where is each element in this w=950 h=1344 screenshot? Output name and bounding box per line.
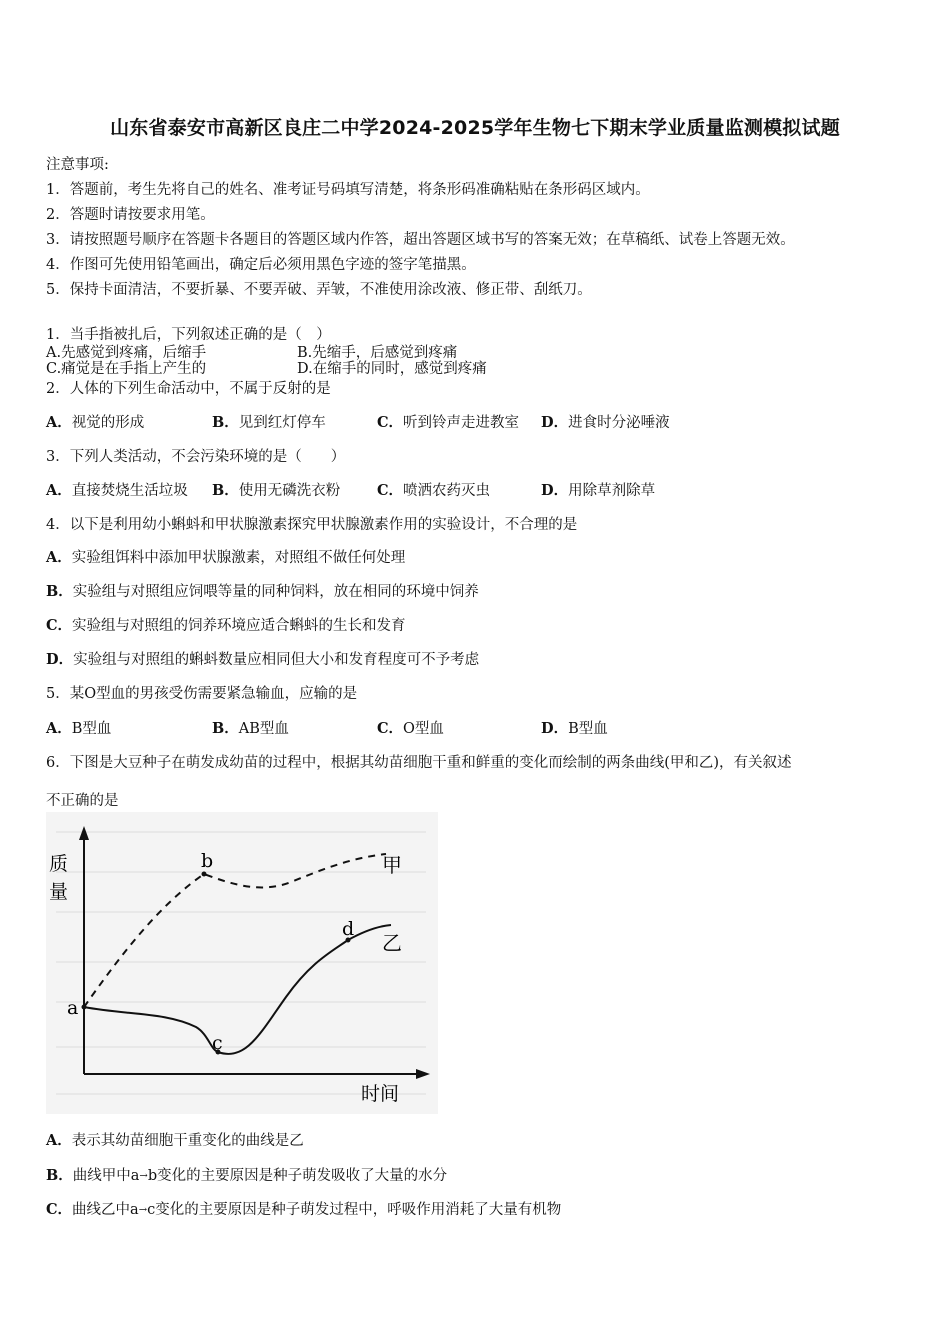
- question-6-option-a: [46, 1129, 304, 1150]
- notice-heading: 注意事项:: [46, 157, 109, 173]
- question-6-option-b: [46, 1164, 447, 1185]
- option-text: b变化的主要原因是种子萌发吸收了大量的水分: [147, 1168, 448, 1184]
- point-c-label: c: [212, 1032, 223, 1054]
- question-6-stem-continued: 不正确的是: [46, 793, 119, 809]
- option-text: B型血: [71, 721, 112, 737]
- option-text: 表示其幼苗细胞干重变化的曲线是乙: [71, 1133, 304, 1149]
- point-a-label: a: [67, 997, 79, 1019]
- option-letter: B．: [46, 583, 73, 600]
- point-d-label: d: [342, 918, 355, 940]
- notice-item: 3．请按照题号顺序在答题卡各题目的答题区域内作答，超出答题区域书写的答案无效；在草稿纸、试卷上答题无效。: [46, 232, 795, 248]
- question-2-option-a: [46, 411, 144, 432]
- question-5-option-b: [212, 717, 289, 738]
- question-3-option-a: [46, 479, 188, 500]
- curve-jia-label: 甲: [382, 853, 402, 877]
- option-text: 实验组饵料中添加甲状腺激素，对照组不做任何处理: [71, 550, 406, 566]
- question-1-option-c: C.痛觉是在手指上产生的: [46, 361, 207, 377]
- exam-title: 山东省泰安市高新区良庄二中学2024-2025学年生物七下期末学业质量监测模拟试题: [110, 117, 840, 139]
- option-letter: B．: [212, 720, 239, 737]
- question-1-stem: 1．当手指被扎后，下列叙述正确的是（ ）: [46, 327, 331, 343]
- option-text: 曲线乙中a: [72, 1202, 139, 1218]
- option-text: 实验组与对照组的蝌蚪数量应相同但大小和发育程度可不予考虑: [73, 652, 480, 668]
- option-text: 实验组与对照组应饲喂等量的同种饲料，放在相同的环境中饲养: [72, 584, 479, 600]
- y-label-char: 质: [49, 853, 69, 875]
- option-text: 喷洒农药灭虫: [403, 483, 491, 499]
- question-3-option-b: [212, 479, 340, 500]
- option-letter: D．: [541, 414, 569, 431]
- option-letter: A．: [46, 482, 72, 499]
- option-text: c变化的主要原因是种子萌发过程中，呼吸作用消耗了大量有机物: [147, 1202, 562, 1218]
- option-text: 听到铃声走进教室: [403, 415, 520, 431]
- question-5-stem: 5．某O型血的男孩受伤需要紧急输血，应输的是: [46, 686, 358, 702]
- option-letter: D．: [541, 482, 569, 499]
- option-text: B型血: [568, 721, 608, 737]
- question-4-stem: 4．以下是利用幼小蝌蚪和甲状腺激素探究甲状腺激素作用的实验设计，不合理的是: [46, 517, 578, 533]
- question-2-option-b: [212, 411, 326, 432]
- notice-item: 2．答题时请按要求用笔。: [46, 207, 215, 223]
- option-letter: C．: [46, 1201, 73, 1218]
- point-b-marker: [202, 872, 207, 877]
- question-3-option-d: [541, 479, 655, 500]
- option-letter: C．: [377, 414, 404, 431]
- option-letter: A．: [46, 1132, 72, 1149]
- question-5-option-d: [541, 717, 608, 738]
- question-6-option-c: [46, 1198, 561, 1219]
- arrow-glyph: →: [139, 1170, 148, 1182]
- notice-item: 5．保持卡面清洁，不要折暴、不要弄破、弄皱，不准使用涂改液、修正带、刮纸刀。: [46, 282, 592, 298]
- question-3-option-c: [377, 479, 490, 500]
- option-letter: B．: [46, 1167, 73, 1184]
- question-3-stem: 3．下列人类活动，不会污染环境的是（ ）: [46, 449, 346, 465]
- question-4-option-b: [46, 580, 479, 601]
- question-2-option-d: [541, 411, 670, 432]
- point-b-label: b: [201, 850, 214, 872]
- notice-item: 1．答题前，考生先将自己的姓名、准考证号码填写清楚，将条形码准确粘贴在条形码区域内。: [46, 182, 650, 198]
- option-letter: A．: [46, 720, 72, 737]
- question-5-option-c: [377, 717, 444, 738]
- option-text: 见到红灯停车: [238, 415, 326, 431]
- question-1-option-d: D.在缩手的同时，感觉到疼痛: [297, 361, 487, 377]
- question-4-option-c: [46, 614, 406, 635]
- option-letter: D．: [46, 651, 74, 668]
- figure-background: [46, 812, 438, 1114]
- notice-item: 4．作图可先使用铅笔画出，确定后必须用黑色字迹的签字笔描黑。: [46, 257, 476, 273]
- option-text: 实验组与对照组的饲养环境应适合蝌蚪的生长和发育: [72, 618, 406, 634]
- question-5-option-a: [46, 717, 111, 738]
- question-1-option-b: B.先缩手，后感觉到疼痛: [297, 345, 458, 361]
- question-4-option-a: [46, 546, 405, 567]
- option-text: 视觉的形成: [71, 415, 145, 431]
- option-letter: C．: [377, 482, 404, 499]
- option-letter: A．: [46, 414, 72, 431]
- option-letter: C．: [46, 617, 73, 634]
- y-label-char: 量: [49, 881, 69, 903]
- option-text: O型血: [403, 721, 444, 737]
- option-letter: A．: [46, 549, 72, 566]
- point-a-marker: [82, 1005, 87, 1010]
- curve-yi-label: 乙: [382, 931, 402, 955]
- question-4-option-d: [46, 648, 479, 669]
- question-1-option-a: A.先感觉到疼痛，后缩手: [46, 345, 207, 361]
- option-text: AB型血: [238, 721, 289, 737]
- option-text: 曲线甲中a: [72, 1168, 140, 1184]
- question-6-stem: 6．下图是大豆种子在萌发成幼苗的过程中，根据其幼苗细胞干重和鲜重的变化而绘制的两条曲线(甲和乙)，有关叙述: [46, 755, 792, 771]
- option-letter: B．: [212, 414, 239, 431]
- question-2-stem: 2．人体的下列生命活动中，不属于反射的是: [46, 381, 331, 397]
- x-axis-label: 时间: [361, 1083, 400, 1105]
- option-text: 使用无磷洗衣粉: [238, 483, 341, 499]
- arrow-glyph: →: [138, 1204, 148, 1216]
- option-letter: D．: [541, 720, 569, 737]
- option-letter: B．: [212, 482, 239, 499]
- option-text: 直接焚烧生活垃圾: [71, 483, 188, 499]
- option-letter: C．: [377, 720, 404, 737]
- growth-curve-figure: [46, 812, 438, 1114]
- option-text: 进食时分泌唾液: [568, 415, 670, 431]
- question-2-option-c: [377, 411, 519, 432]
- option-text: 用除草剂除草: [568, 483, 656, 499]
- growth-curve-svg: [46, 812, 438, 1114]
